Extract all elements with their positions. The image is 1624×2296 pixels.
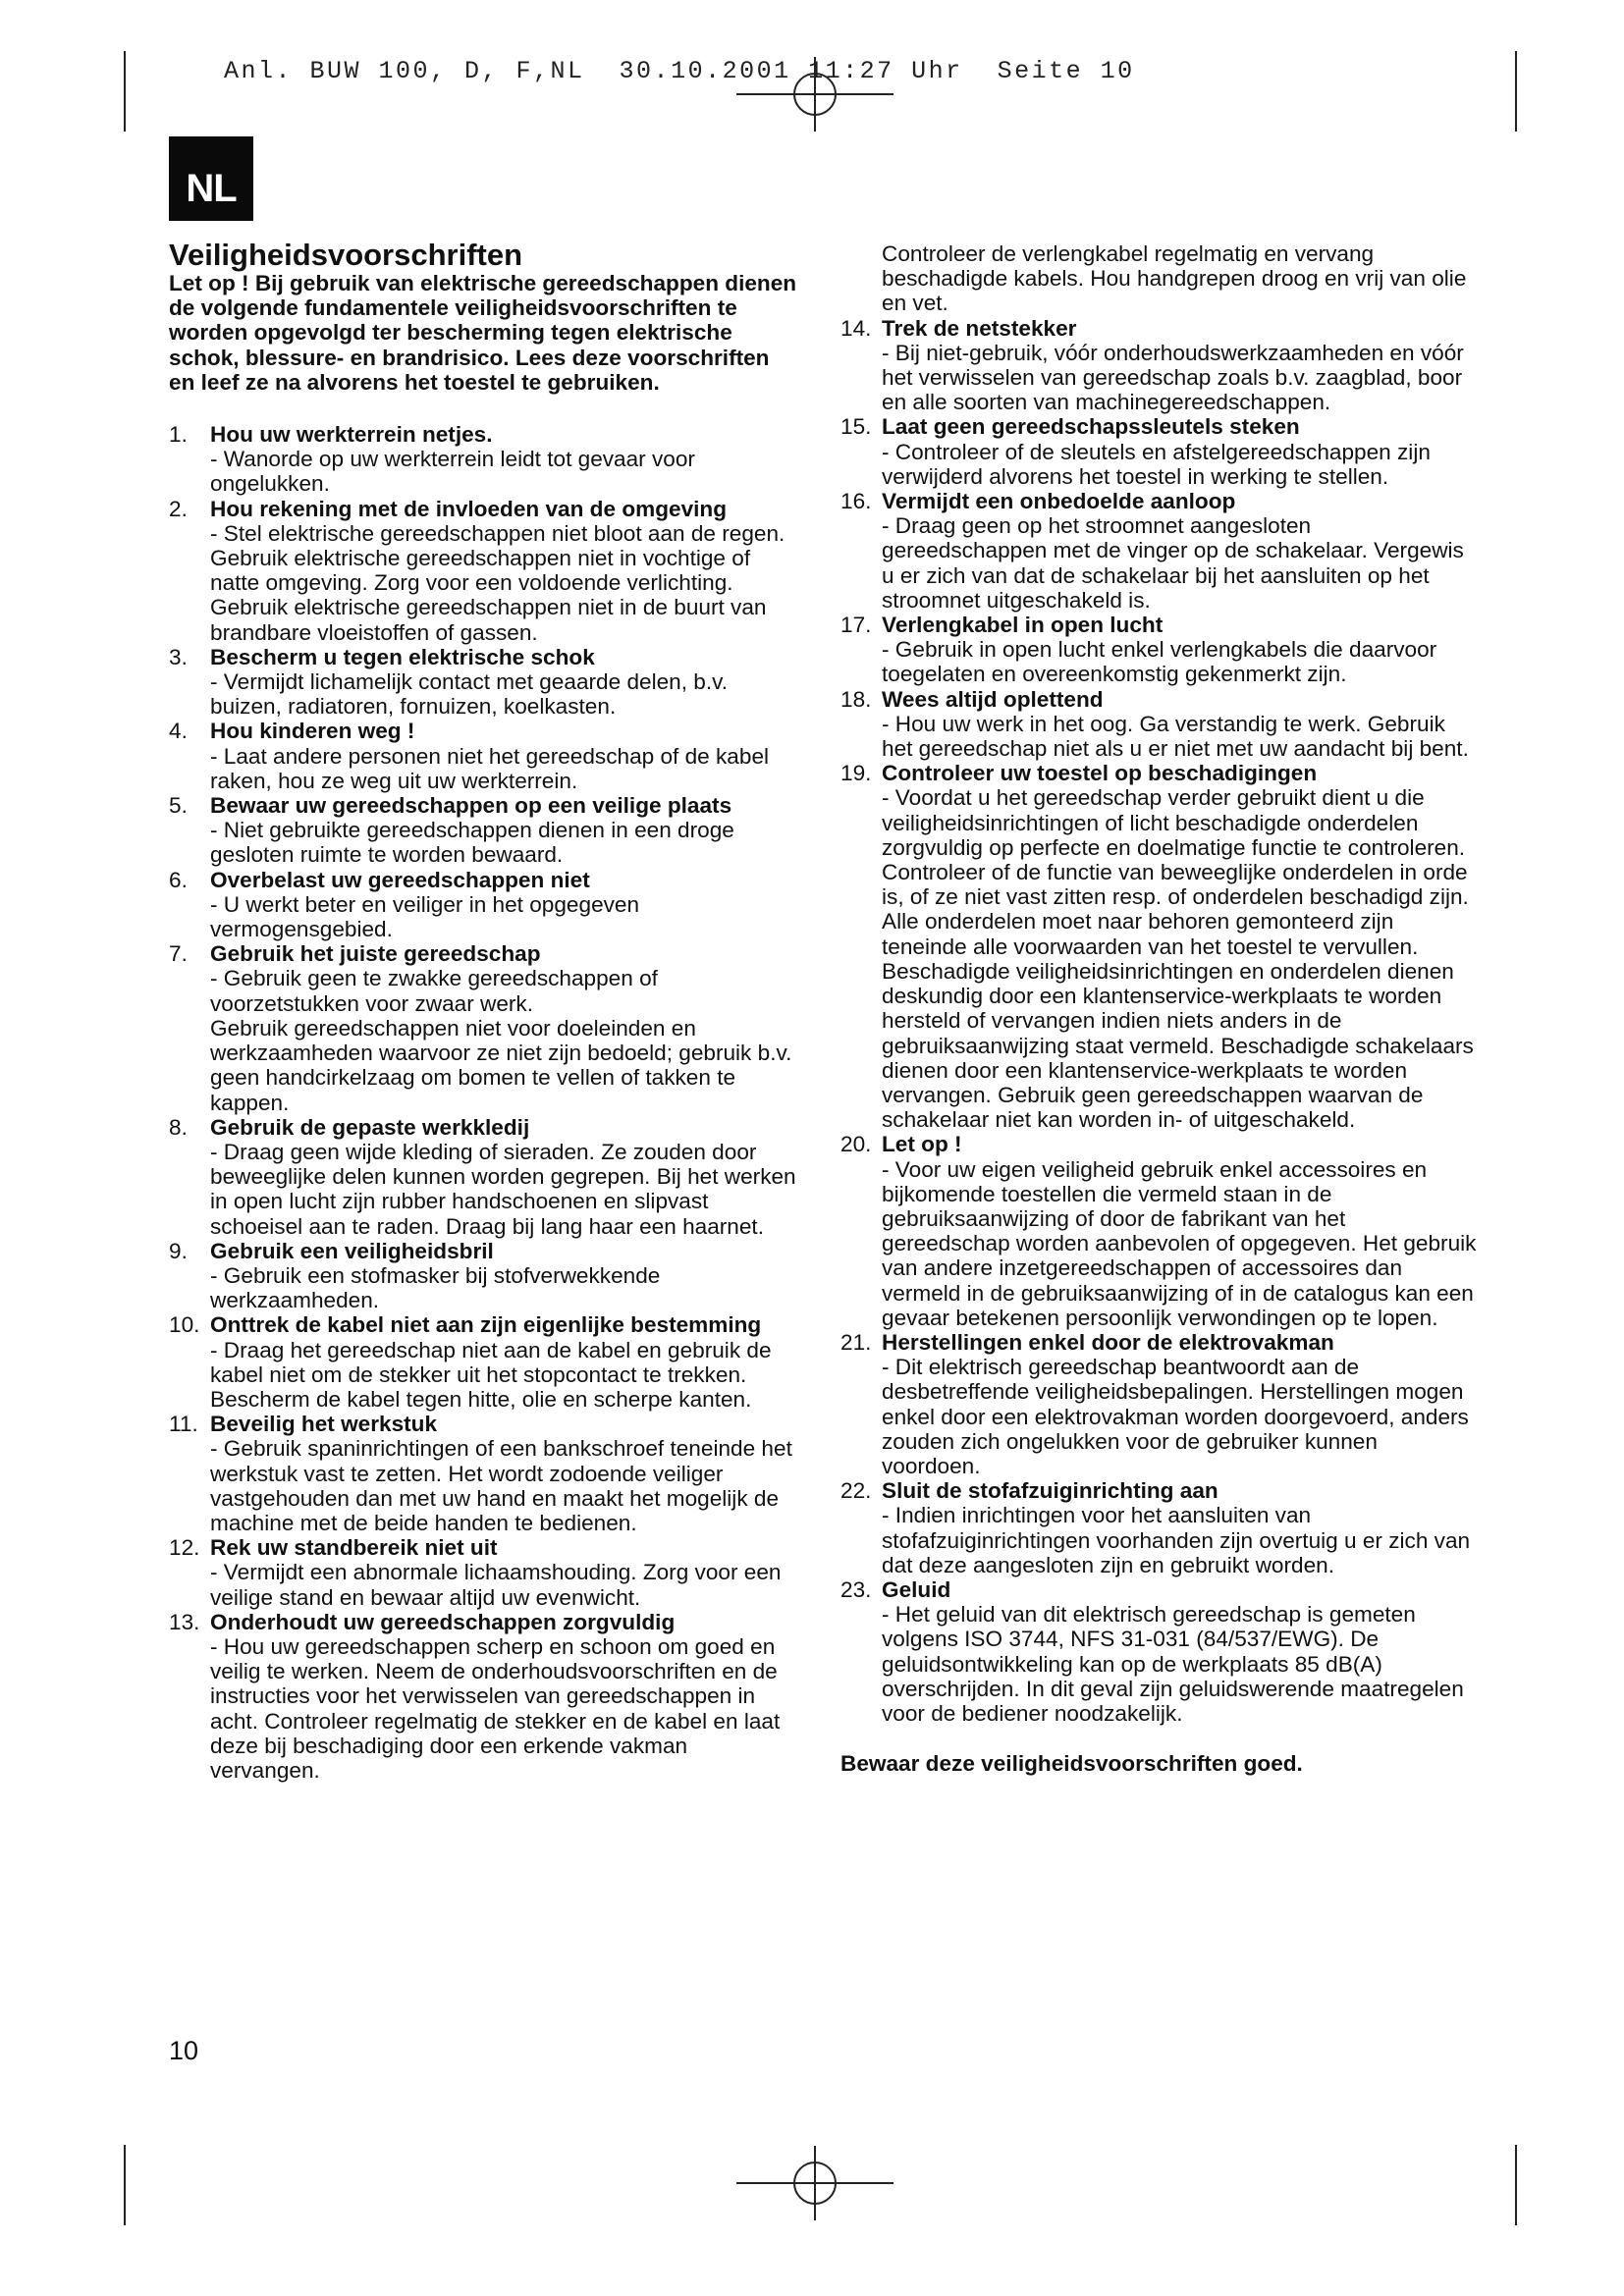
instruction-item: [169, 868, 797, 942]
instruction-body: [169, 966, 797, 1114]
instruction-number: 6.: [169, 867, 188, 892]
instruction-body: [169, 892, 797, 941]
instruction-item: [840, 1478, 1479, 1577]
instruction-paragraph: Gebruik gereedschappen niet voor doeleinden en werkzaamheden waarvoor ze niet zijn bedoeld; gebruik b.v. geen handcirkelzaag om bomen te vellen of takken te kappen.: [210, 1015, 792, 1115]
instruction-item: [840, 1330, 1479, 1478]
left-column: [169, 239, 797, 1783]
instruction-paragraph: - Gebruik spaninrichtingen of een bankschroef teneinde het werkstuk vast te zetten. Het wordt zodoende veiliger vastgehouden dan met uw hand en maakt het mogelijk de machine met de beide handen te bedienen.: [210, 1436, 792, 1535]
left-instruction-list: [169, 422, 797, 1783]
crop-mark-top-right: [1515, 51, 1517, 132]
instruction-item: [840, 316, 1479, 415]
instruction-item: [840, 1577, 1479, 1726]
instruction-heading: [169, 645, 797, 669]
instruction-title: Verlengkabel in open lucht: [882, 613, 1164, 638]
registration-mark-bottom-icon: [736, 2146, 893, 2220]
instruction-item: [840, 761, 1479, 1132]
instruction-heading: [169, 1412, 797, 1436]
crop-mark-bottom-left: [124, 2145, 126, 2225]
instruction-number: 11.: [169, 1412, 198, 1437]
instruction-heading: [169, 868, 797, 892]
instruction-heading: [840, 1132, 1479, 1156]
instruction-number: 17.: [840, 613, 872, 638]
right-column: [840, 241, 1479, 1798]
instruction-heading: [169, 497, 797, 521]
instruction-body: [840, 1602, 1479, 1726]
instruction-heading: [169, 1535, 797, 1560]
instruction-heading: [169, 1115, 797, 1140]
instruction-title: Beveilig het werkstuk: [210, 1412, 438, 1437]
instruction-number: 2.: [169, 496, 188, 521]
instruction-body: [840, 341, 1479, 415]
instruction-paragraph: - Draag het gereedschap niet aan de kabel en gebruik de kabel niet om de stekker uit het stopcontact te trekken. Bescherm de kabel tegen hitte, olie en scherpe kanten.: [210, 1337, 772, 1412]
instruction-number: 1.: [169, 422, 188, 448]
instruction-paragraph: - Gebruik een stofmasker bij stofverwekkende werkzaamheden.: [210, 1262, 661, 1313]
instruction-number: 7.: [169, 941, 188, 967]
intro-warning: Let op ! Bij gebruik van elektrische gereedschappen dienen de volgende fundamentele veiligheidsvoorschriften te worden opgevolgd ter bescherming tegen elektrische schok, blessure- en brandrisico. Lees deze voorschriften en leef ze na alvorens het toestel te gebruiken.: [169, 271, 797, 395]
instruction-body: [169, 818, 797, 867]
instruction-heading: [840, 316, 1479, 341]
instruction-body: [169, 447, 797, 496]
instruction-number: 5.: [169, 793, 188, 819]
instruction-paragraph: - Wanorde op uw werkterrein leidt tot gevaar voor ongelukken.: [210, 447, 695, 497]
instruction-body: [169, 521, 797, 645]
page-title: Veiligheidsvoorschriften: [169, 238, 523, 272]
instruction-paragraph: - Hou uw gereedschappen scherp en schoon om goed en veilig te werken. Neem de onderhoudsvoorschriften en de instructies voor het verwisselen van gereedschappen in acht. Controleer regelmatig de stekker en de kabel en laat deze bij beschadiging door een erkende vakman vervangen.: [210, 1633, 781, 1783]
instruction-item: [840, 687, 1479, 762]
instruction-title: Let op !: [882, 1132, 962, 1157]
instruction-body: [169, 1263, 797, 1312]
instruction-title: Rek uw standbereik niet uit: [210, 1535, 498, 1561]
instruction-body: [840, 637, 1479, 686]
instruction-title: Geluid: [882, 1576, 951, 1602]
instruction-body: [169, 1634, 797, 1783]
instruction-title: Controleer uw toestel op beschadigingen: [882, 761, 1318, 786]
instruction-paragraph: - Hou uw werk in het oog. Ga verstandig te werk. Gebruik het gereedschap niet als u er niet met uw aandacht bij bent.: [882, 711, 1469, 762]
print-header: Anl. BUW 100, D, F,NL 30.10.2001 11:27 Uhr Seite 10: [224, 57, 1135, 85]
instruction-item: [840, 414, 1479, 489]
instruction-paragraph: - Draag geen wijde kleding of sieraden. Ze zouden door beweeglijke delen kunnen worden gegrepen. Bij het werken in open lucht zijn rubber handschoenen en slipvast schoeisel aan te raden. Draag bij lang haar een haarnet.: [210, 1139, 796, 1239]
instruction-body: [840, 1355, 1479, 1478]
instruction-paragraph: - U werkt beter en veiliger in het opgegeven vermogensgebied.: [210, 891, 640, 942]
instruction-item: [169, 422, 797, 497]
instruction-title: Laat geen gereedschapssleutels steken: [882, 414, 1300, 440]
instruction-item: [169, 1412, 797, 1535]
closing-note: Bewaar deze veiligheidsvoorschriften goed.: [840, 1751, 1303, 1777]
instruction-heading: [840, 761, 1479, 785]
instruction-title: Gebruik de gepaste werkkledij: [210, 1114, 530, 1140]
instruction-title: Trek de netstekker: [882, 315, 1077, 341]
instruction-title: Onttrek de kabel niet aan zijn eigenlijke bestemming: [210, 1312, 762, 1338]
instruction-body: [169, 669, 797, 719]
page-number: 10: [169, 2036, 199, 2065]
instruction-title: Hou kinderen weg !: [210, 719, 415, 744]
instruction-body: [169, 1338, 797, 1413]
instruction-item: [169, 793, 797, 868]
instruction-title: Wees altijd oplettend: [882, 686, 1104, 712]
instruction-title: Vermijdt een onbedoelde aanloop: [882, 489, 1236, 514]
instruction-paragraph: - Controleer of de sleutels en afstelgereedschappen zijn verwijderd alvorens het toestel in werking te stellen.: [882, 439, 1431, 489]
instruction-paragraph: - Vermijdt een abnormale lichaamshouding. Zorg voor een veilige stand en bewaar altijd uw evenwicht.: [210, 1560, 782, 1610]
instruction-paragraph: - Vermijdt lichamelijk contact met geaarde delen, b.v. buizen, radiatoren, fornuizen, koelkasten.: [210, 669, 729, 720]
instruction-paragraph: - Gebruik geen te zwakke gereedschappen of voorzetstukken voor zwaar werk.: [210, 966, 658, 1016]
instruction-title: Gebruik een veiligheidsbril: [210, 1238, 494, 1263]
instruction-heading: [169, 1610, 797, 1634]
instruction-heading: [169, 1239, 797, 1263]
instruction-paragraph: - Voordat u het gereedschap verder gebruikt dient u die veiligheidsinrichtingen of licht beschadigde onderdelen zorgvuldig op perfecte en doelmatige functie te controleren. Controleer of de functie van beweeglijke onderdelen in orde is, of ze niet vast zitten resp. of onderdelen beschadigd zijn. Alle onderdelen moet naar behoren gemonteerd zijn teneinde alle voorwaarden van het toestel te vervullen.: [882, 785, 1469, 959]
instruction-number: 4.: [169, 719, 188, 744]
instruction-item: [840, 489, 1479, 613]
instruction-item: [169, 1535, 797, 1610]
instruction-heading: [840, 1478, 1479, 1503]
instruction-paragraph: - Laat andere personen niet het gereedschap of de kabel raken, hou ze weg uit uw werkterrein.: [210, 743, 770, 793]
instruction-number: 13.: [169, 1609, 200, 1634]
instruction-body: [840, 1157, 1479, 1330]
instruction-body: [840, 712, 1479, 761]
instruction-title: Hou uw werkterrein netjes.: [210, 422, 493, 448]
instruction-paragraph: Beschadigde veiligheidsinrichtingen en onderdelen dienen deskundig door een klantenservice-werkplaats te worden hersteld of vervangen indien niets anders in de gebruiksaanwijzing staat vermeld. Beschadigde schakelaars dienen door een klantenservice-werkplaats te worden vervangen. Gebruik geen gereedschappen waarvan de schakelaar niet kan worden in- of uitgeschakeld.: [882, 958, 1474, 1133]
instruction-number: 23.: [840, 1576, 872, 1602]
instruction-paragraph: - Het geluid van dit elektrisch gereedschap is gemeten volgens ISO 3744, NFS 31-031 (84/537/EWG). De geluidsontwikkeling kan op de werkplaats 85 dB(A) overschrijden. In dit geval zijn geluidswerende maatregelen voor de bediener noodzakelijk.: [882, 1602, 1464, 1726]
instruction-body: [169, 1560, 797, 1609]
instruction-item: [169, 645, 797, 720]
instruction-title: Hou rekening met de invloeden van de omgeving: [210, 496, 728, 521]
instruction-number: 14.: [840, 315, 872, 341]
instruction-title: Sluit de stofafzuiginrichting aan: [882, 1478, 1218, 1504]
instruction-item: [840, 1132, 1479, 1330]
instruction-body: [840, 513, 1479, 613]
instruction-heading: [840, 613, 1479, 637]
instruction-number: 9.: [169, 1238, 188, 1263]
instruction-heading: [840, 687, 1479, 712]
instruction-paragraph: - Bij niet-gebruik, vóór onderhoudswerkzaamheden en vóór het verwisselen van gereedschap zoals b.v. zaagblad, boor en alle soorten van machinegereedschappen.: [882, 340, 1464, 415]
instruction-paragraph: - Gebruik in open lucht enkel verlengkabels die daarvoor toegelaten en overeenkomstig gekenmerkt zijn.: [882, 637, 1437, 687]
instruction-body: [840, 1503, 1479, 1577]
instruction-body: [169, 1140, 797, 1239]
instruction-heading: [169, 941, 797, 966]
continued-text: Controleer de verlengkabel regelmatig en vervang beschadigde kabels. Hou handgrepen droog en vrij van olie en vet.: [882, 241, 1467, 316]
instruction-number: 21.: [840, 1329, 872, 1355]
right-instruction-list: [840, 316, 1479, 1727]
instruction-item: [169, 1239, 797, 1313]
instruction-title: Gebruik het juiste gereedschap: [210, 941, 541, 967]
instruction-heading: [169, 1312, 797, 1337]
instruction-item: [169, 1115, 797, 1239]
instruction-heading: [840, 1577, 1479, 1602]
instruction-title: Bewaar uw gereedschappen op een veilige plaats: [210, 793, 732, 819]
instruction-paragraph: - Dit elektrisch gereedschap beantwoordt aan de desbetreffende veiligheidsbepalingen. Herstellingen mogen enkel door een elektrovakman worden doorgevoerd, anders zouden zich ongelukken voor de gebruiker kunnen voordoen.: [882, 1355, 1469, 1478]
instruction-number: 15.: [840, 414, 872, 440]
instruction-paragraph: - Draag geen op het stroomnet aangesloten gereedschappen met de vinger op de schakelaar. Vergewis u er zich van dat de schakelaar bij het aansluiten op het stroomnet uitgeschakeld is.: [882, 513, 1464, 613]
instruction-item: [169, 497, 797, 645]
instruction-title: Overbelast uw gereedschappen niet: [210, 867, 590, 892]
crop-mark-top-left: [124, 51, 126, 132]
instruction-item: [169, 941, 797, 1114]
instruction-item: [840, 613, 1479, 687]
instruction-item: [169, 1312, 797, 1412]
instruction-item: [169, 719, 797, 793]
crop-mark-bottom-right: [1515, 2145, 1517, 2225]
instruction-heading: [169, 422, 797, 447]
instruction-title: Herstellingen enkel door de elektrovakman: [882, 1329, 1334, 1355]
instruction-paragraph: - Niet gebruikte gereedschappen dienen in een droge gesloten ruimte te worden bewaard.: [210, 818, 734, 868]
instruction-body: [840, 440, 1479, 489]
instruction-paragraph: - Indien inrichtingen voor het aansluiten van stofafzuiginrichtingen voorhanden zijn overtuig u er zich van dat deze aangesloten zijn en gebruikt worden.: [882, 1503, 1471, 1577]
instruction-title: Onderhoudt uw gereedschappen zorgvuldig: [210, 1609, 676, 1634]
instruction-heading: [840, 414, 1479, 439]
instruction-number: 16.: [840, 489, 872, 514]
instruction-heading: [840, 1330, 1479, 1355]
instruction-item: [169, 1610, 797, 1783]
instruction-body: [169, 744, 797, 793]
instruction-title: Bescherm u tegen elektrische schok: [210, 644, 595, 669]
instruction-heading: [169, 719, 797, 743]
instruction-body: [169, 1436, 797, 1535]
instruction-number: 22.: [840, 1478, 872, 1504]
language-badge: NL: [169, 136, 253, 221]
instruction-number: 18.: [840, 686, 872, 712]
instruction-number: 19.: [840, 761, 872, 786]
instruction-heading: [169, 793, 797, 818]
instruction-number: 10.: [169, 1312, 200, 1338]
instruction-paragraph: - Stel elektrische gereedschappen niet bloot aan de regen. Gebruik elektrische gereedschappen niet in vochtige of natte omgeving. Zorg voor een voldoende verlichting. Gebruik elektrische gereedschappen niet in de buurt van brandbare vloeistoffen of gassen.: [210, 520, 785, 645]
instruction-number: 8.: [169, 1114, 188, 1140]
instruction-paragraph: - Voor uw eigen veiligheid gebruik enkel accessoires en bijkomende toestellen die vermeld staan in de gebruiksaanwijzing of door de fabrikant van het gereedschap worden aanbevolen of opgegeven. Het gebruik van andere inzetgereedschappen of accessoires dan vermeld in de gebruiksaanwijzing of in de catalogus kan een gevaar betekenen persoonlijk verwondingen op te lopen.: [882, 1156, 1477, 1330]
instruction-heading: [840, 489, 1479, 513]
instruction-number: 3.: [169, 644, 188, 669]
instruction-body: [840, 785, 1479, 1132]
instruction-number: 12.: [169, 1535, 200, 1561]
instruction-number: 20.: [840, 1132, 872, 1157]
